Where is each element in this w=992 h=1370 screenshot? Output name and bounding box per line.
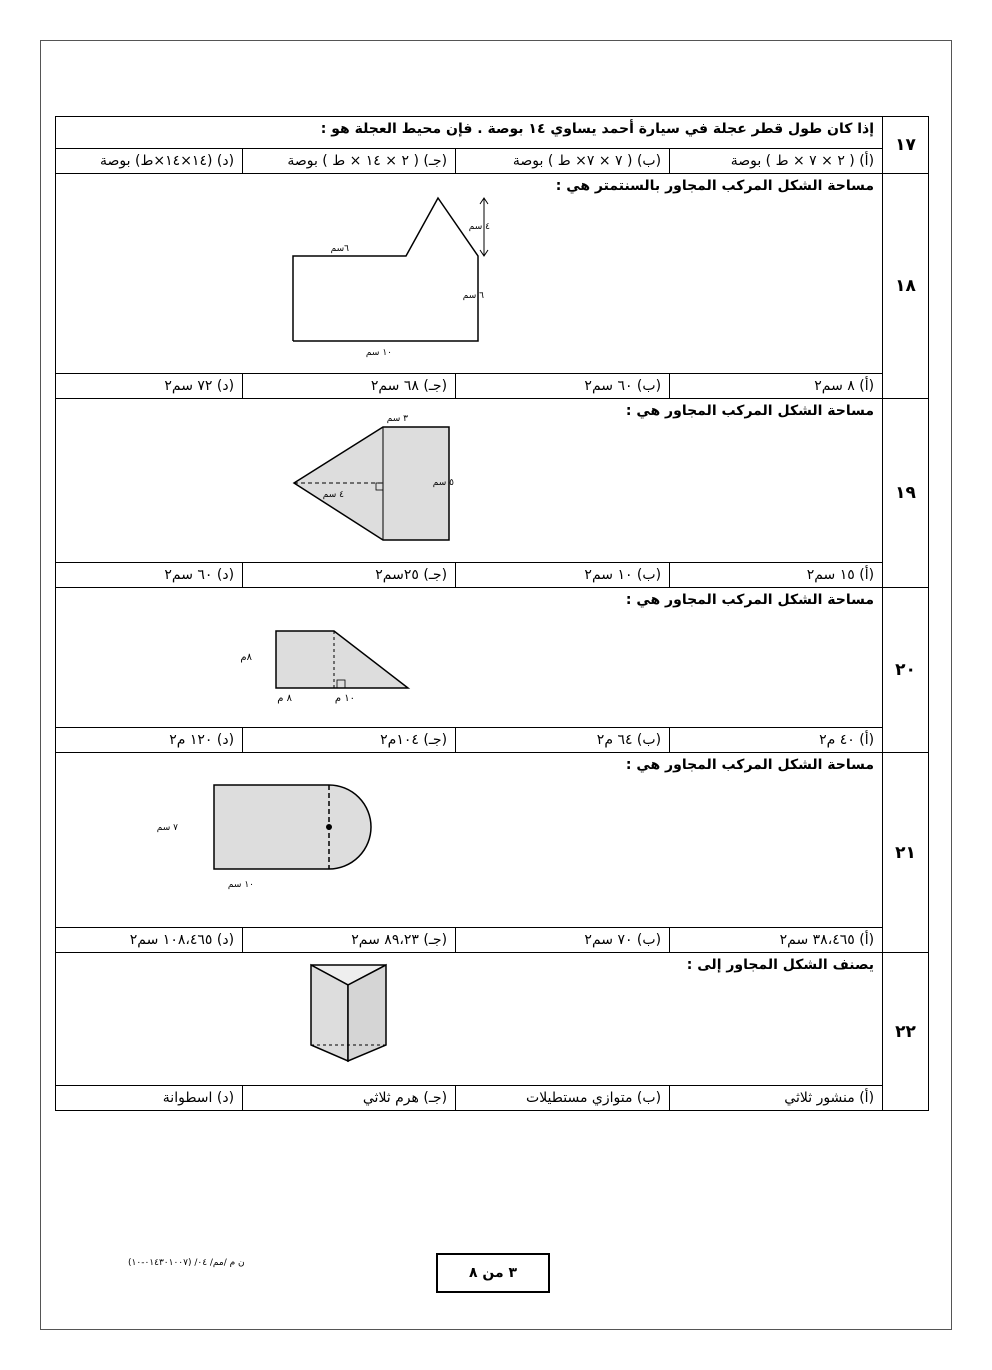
question-body — [56, 753, 883, 928]
question-21-body-row-main — [56, 753, 929, 928]
question-text: مساحة الشكل المركب المجاور هي : — [625, 403, 875, 419]
option-b[interactable]: (ب) متوازي مستطيلات — [456, 1086, 670, 1111]
questions-table — [55, 116, 929, 1111]
question-20-body-row — [56, 588, 929, 728]
question-19-options — [56, 563, 929, 588]
question-text: يصنف الشكل المجاور إلى : — [686, 957, 875, 973]
question-body — [56, 953, 883, 1086]
label-bottom-left: ٨ م — [277, 693, 292, 704]
question-text: مساحة الشكل المركب المجاور هي : — [625, 757, 875, 773]
option-a[interactable]: (أ) ٤٠ م٢ — [670, 728, 883, 753]
question-17-options — [56, 149, 929, 174]
label-height: ٤ سم — [468, 222, 490, 232]
composite-shape-18 — [56, 174, 882, 373]
option-d[interactable]: (د) ٧٢ سم٢ — [56, 374, 243, 399]
label-side: ٨م — [240, 652, 252, 663]
composite-shape-19 — [56, 399, 882, 562]
label-bottom: ١٠ سم — [227, 880, 254, 890]
option-d[interactable]: (د) ١٢٠ م٢ — [56, 728, 243, 753]
footer-code: ن م /مم/ ٠٤/ (٠١٤٣٠١٠٠٧-١٠) — [128, 1258, 245, 1268]
question-text: مساحة الشكل المركب المجاور هي : — [625, 592, 875, 608]
question-19-body-row — [56, 399, 929, 563]
question-body — [56, 588, 883, 728]
page-number: ٣ من ٨ — [436, 1253, 550, 1293]
label-side: ٥ سم — [432, 478, 454, 488]
option-c[interactable]: (جـ) ٢٥سم٢ — [243, 563, 456, 588]
question-17-header-row — [56, 117, 929, 149]
question-text: مساحة الشكل المركب المجاور بالسنتمتر هي : — [555, 178, 875, 194]
option-b[interactable]: (ب) ١٠ سم٢ — [456, 563, 670, 588]
shape-outline — [293, 198, 478, 341]
option-c[interactable]: (جـ) هرم ثلاثي — [243, 1086, 456, 1111]
question-22-body-row — [56, 953, 929, 1086]
option-b[interactable]: (ب) ٦٠ سم٢ — [456, 374, 670, 399]
question-number: ٢١ — [883, 753, 929, 953]
question-body — [56, 399, 883, 563]
question-20-options — [56, 728, 929, 753]
option-b[interactable]: (ب) ٧٠ سم٢ — [456, 928, 670, 953]
option-d[interactable]: (د) ١٠٨،٤٦٥ سم٢ — [56, 928, 243, 953]
option-a[interactable]: (أ) ٨ سم٢ — [670, 374, 883, 399]
triangular-prism-22 — [56, 953, 882, 1085]
option-d[interactable]: (د) (١٤×١٤×ط) بوصة — [56, 149, 243, 174]
option-c[interactable]: (جـ) ٨٩،٢٣ سم٢ — [243, 928, 456, 953]
question-22-options — [56, 1086, 929, 1111]
question-body — [56, 174, 883, 374]
option-d[interactable]: (د) اسطوانة — [56, 1086, 243, 1111]
question-18-body-row — [56, 174, 929, 374]
label-side: ٧ سم — [156, 823, 178, 833]
label-top: ٣ سم — [386, 414, 408, 424]
center-dot — [326, 824, 332, 830]
composite-shape-20 — [56, 588, 882, 727]
option-a[interactable]: (أ) ( ٢ × ٧ × ط ) بوصة — [670, 149, 883, 174]
label-top: ٦سم — [330, 244, 349, 254]
shape-outline — [214, 785, 371, 869]
question-number: ١٩ — [883, 399, 929, 588]
shape-outline — [276, 631, 408, 688]
option-a[interactable]: (أ) ١٥ سم٢ — [670, 563, 883, 588]
question-number: ١٨ — [883, 174, 929, 399]
question-text: إذا كان طول قطر عجلة في سيارة أحمد يساوي ١٤ بوصة . فإن محيط العجلة هو : — [56, 117, 883, 149]
label-bottom-right: ١٠ م — [334, 693, 355, 704]
option-a[interactable]: (أ) ٣٨،٤٦٥ سم٢ — [670, 928, 883, 953]
option-c[interactable]: (جـ) ٦٨ سم٢ — [243, 374, 456, 399]
option-c[interactable]: (جـ) ١٠٤م٢ — [243, 728, 456, 753]
option-b[interactable]: (ب) ( ٧ × ٧× ط ) بوصة — [456, 149, 670, 174]
label-side: ٦ سم — [462, 291, 484, 301]
option-c[interactable]: (جـ) ( ٢ × ١٤ × ط ) بوصة — [243, 149, 456, 174]
option-a[interactable]: (أ) منشور ثلاثي — [670, 1086, 883, 1111]
label-inner: ٤ سم — [322, 490, 344, 500]
option-b[interactable]: (ب) ٦٤ م٢ — [456, 728, 670, 753]
question-21-options — [56, 928, 929, 953]
question-number: ١٧ — [883, 117, 929, 174]
label-bottom: ١٠ سم — [365, 348, 392, 358]
question-number: ٢٠ — [883, 588, 929, 753]
option-d[interactable]: (د) ٦٠ سم٢ — [56, 563, 243, 588]
composite-shape-21 — [56, 753, 882, 927]
question-number: ٢٢ — [883, 953, 929, 1111]
question-18-options — [56, 374, 929, 399]
